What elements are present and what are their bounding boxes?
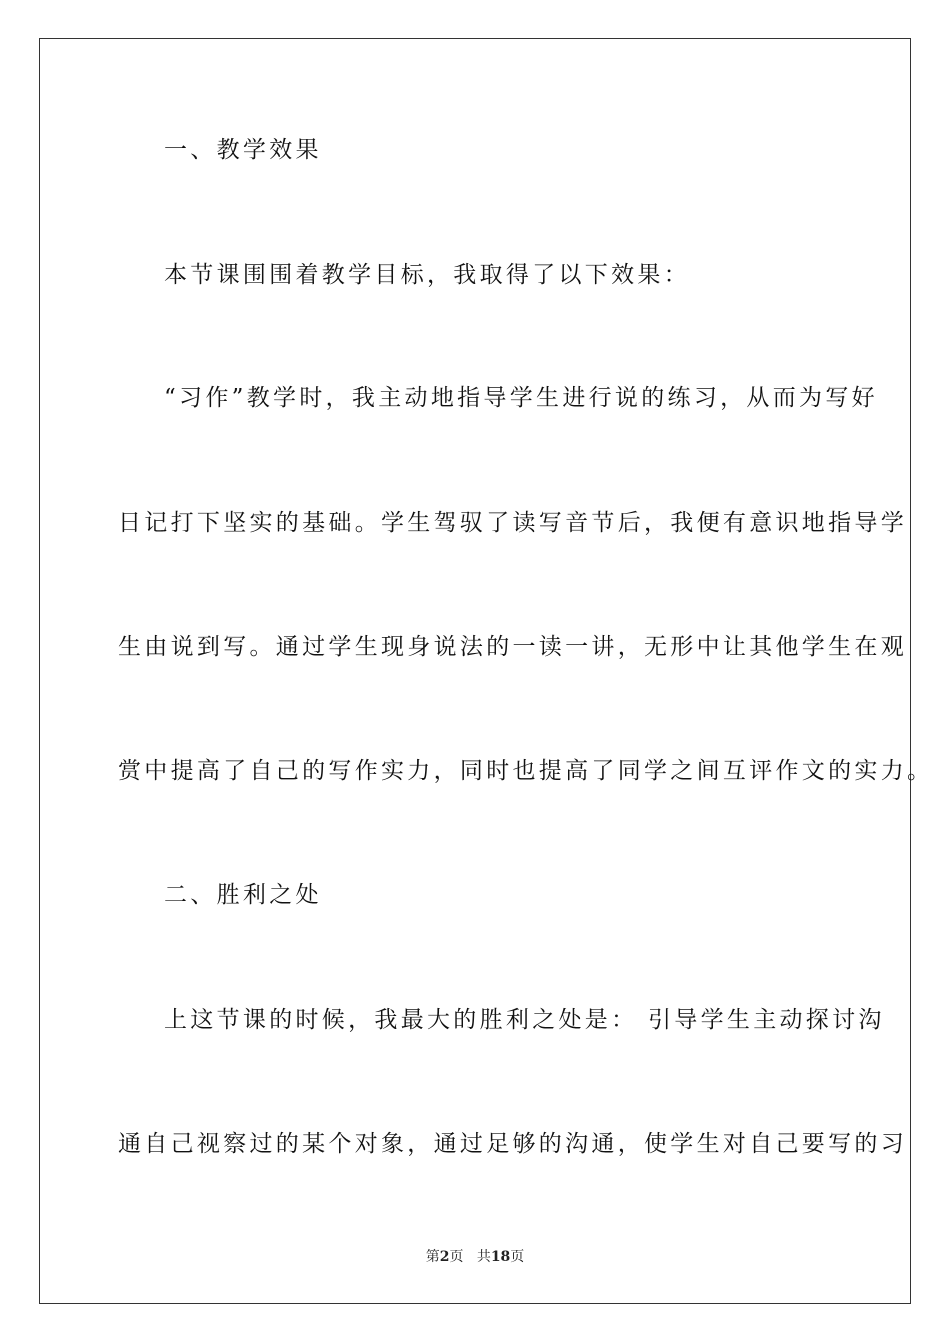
paragraph-line: 日记打下坚实的基础。学生驾驭了读写音节后，我便有意识地指导学 [118,510,907,536]
footer-page-suffix: 页 [449,1249,464,1265]
heading-success: 二、胜利之处 [164,882,322,908]
footer-total-pages: 18 [490,1249,511,1265]
paragraph-line: 通自己视察过的某个对象，通过足够的沟通，使学生对自己要写的习 [118,1131,907,1157]
paragraph-line: 生由说到写。通过学生现身说法的一读一讲，无形中让其他学生在观 [118,634,907,660]
paragraph-line: 上这节课的时候，我最大的胜利之处是： 引导学生主动探讨沟 [164,1007,885,1033]
paragraph-line: 本节课围围着教学目标，我取得了以下效果： [164,262,690,288]
heading-teaching-effect: 一、教学效果 [164,137,322,163]
paragraph-line: 赏中提高了自己的写作实力，同时也提高了同学之间互评作文的实力。 [118,758,934,784]
paragraph-line: “习作”教学时，我主动地指导学生进行说的练习，从而为写好 [164,385,878,411]
footer-page-prefix: 第 [425,1249,440,1265]
page-frame [39,38,911,1304]
page-footer [0,1248,950,1266]
footer-page-number: 2 [439,1249,450,1265]
footer-total-prefix: 共 [476,1249,491,1265]
footer-total-suffix: 页 [510,1249,525,1265]
